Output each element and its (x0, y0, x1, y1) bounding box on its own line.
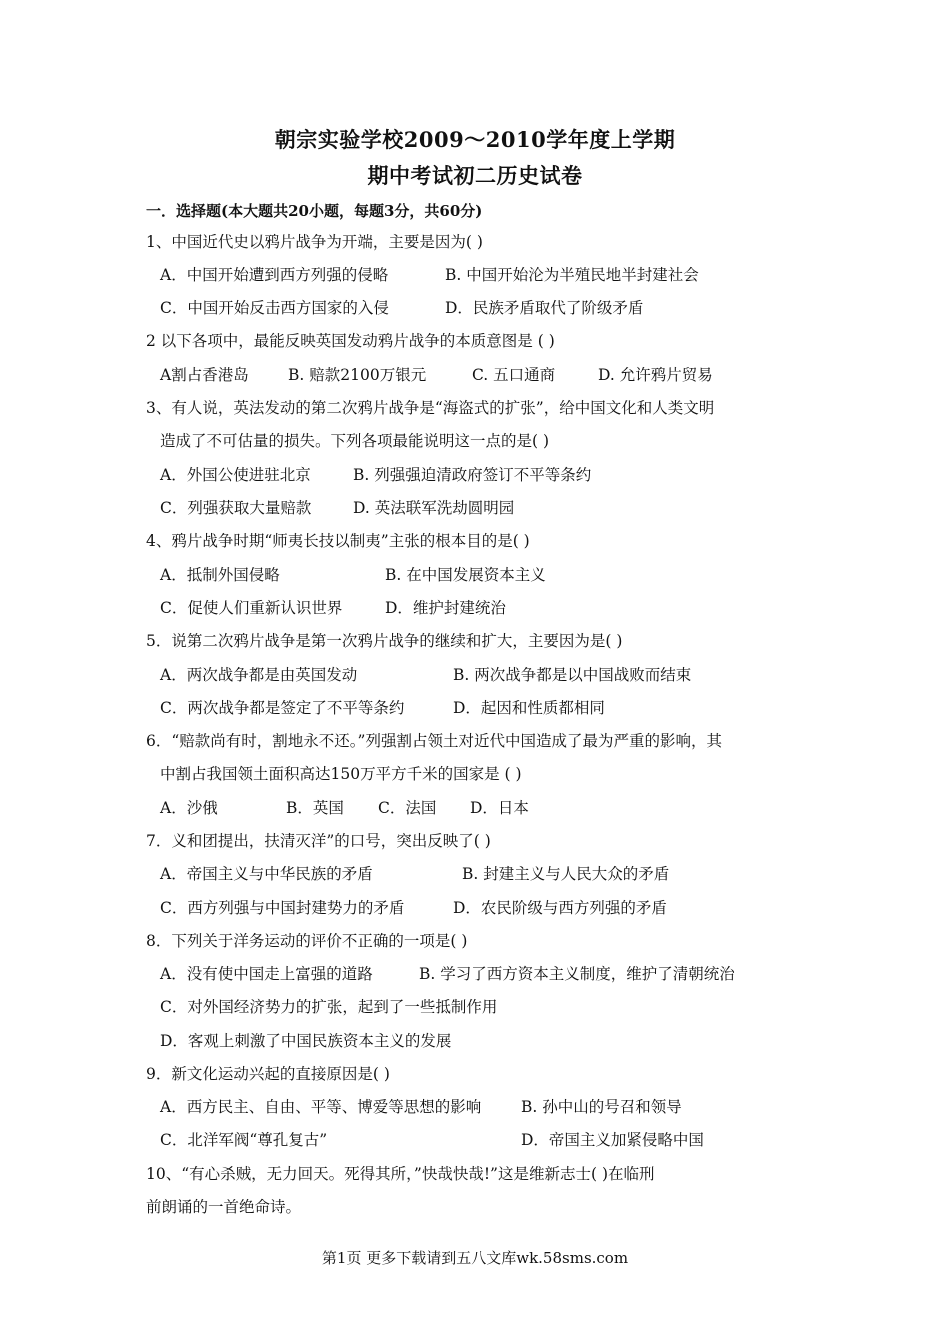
question-6-option-c: C．法国 (378, 799, 437, 817)
question-5-option-d: D．起因和性质都相同 (453, 699, 605, 717)
question-6-option-b: B．英国 (286, 799, 344, 817)
section-heading: 一．选择题(本大题共20小题，每题3分，共60分) (146, 202, 483, 220)
question-7-stem: 7．义和团提出，扶清灭洋”的口号，突出反映了( ) (146, 832, 491, 850)
question-3-option-a: A．外国公使进驻北京 (160, 466, 311, 484)
question-4-option-a: A．抵制外国侵略 (160, 566, 280, 584)
question-1-option-c: C．中国开始反击西方国家的入侵 (160, 299, 389, 317)
question-8-option-c: C．对外国经济势力的扩张，起到了一些抵制作用 (160, 998, 498, 1016)
question-9-option-b: B. 孙中山的号召和领导 (521, 1098, 682, 1116)
question-3-stem-line-2: 造成了不可估量的损失。下列各项最能说明这一点的是( ) (160, 432, 550, 450)
question-9-option-a: A．西方民主、自由、平等、博爱等思想的影响 (160, 1098, 482, 1116)
exam-title-line-2: 期中考试初二历史试卷 (367, 163, 583, 188)
question-10-stem-line-2: 前朗诵的一首绝命诗。 (146, 1198, 302, 1216)
question-1-option-a: A．中国开始遭到西方列强的侵略 (160, 266, 389, 284)
question-2-option-d: D. 允许鸦片贸易 (598, 366, 713, 384)
question-9-option-c: C．北洋军阀“尊孔复古” (160, 1131, 328, 1149)
question-10-stem-line-1: 10、“有心杀贼，无力回天。死得其所，”快哉快哉!”这是维新志士( )在临刑 (146, 1165, 655, 1183)
exam-title-line-1: 朝宗实验学校2009～2010学年度上学期 (274, 127, 676, 152)
question-4-option-d: D．维护封建统治 (385, 599, 506, 617)
question-6-stem-line-2: 中割占我国领土面积高达150万平方千米的国家是 ( ) (160, 765, 522, 783)
question-2-stem: 2 以下各项中，最能反映英国发动鸦片战争的本质意图是 ( ) (146, 332, 555, 350)
question-9-option-d: D．帝国主义加紧侵略中国 (521, 1131, 704, 1149)
question-8-option-d: D．客观上刺激了中国民族资本主义的发展 (160, 1032, 452, 1050)
question-3-option-b: B. 列强强迫清政府签订不平等条约 (353, 466, 592, 484)
question-5-option-c: C．两次战争都是签定了不平等条约 (160, 699, 405, 717)
question-7-option-d: D．农民阶级与西方列强的矛盾 (453, 899, 667, 917)
question-4-option-c: C．促使人们重新认识世界 (160, 599, 343, 617)
question-7-option-a: A．帝国主义与中华民族的矛盾 (160, 865, 373, 883)
question-7-option-c: C．西方列强与中国封建势力的矛盾 (160, 899, 405, 917)
question-4-option-b: B. 在中国发展资本主义 (385, 566, 546, 584)
question-4-stem: 4、鸦片战争时期“师夷长技以制夷”主张的根本目的是( ) (146, 532, 530, 550)
question-1-option-b: B. 中国开始沦为半殖民地半封建社会 (445, 266, 699, 284)
question-9-stem: 9．新文化运动兴起的直接原因是( ) (146, 1065, 390, 1083)
question-6-option-a: A．沙俄 (160, 799, 218, 817)
question-3-option-d: D. 英法联军洗劫圆明园 (353, 499, 515, 517)
question-8-option-a: A．没有使中国走上富强的道路 (160, 965, 373, 983)
question-8-option-b: B. 学习了西方资本主义制度，维护了清朝统治 (419, 965, 735, 983)
question-2-option-b: B. 赔款2100万银元 (288, 366, 427, 384)
question-3-option-c: C．列强获取大量赔款 (160, 499, 312, 517)
question-1-stem: 1、中国近代史以鸦片战争为开端，主要是因为( ) (146, 233, 483, 251)
page-footer: 第1页 更多下载请到五八文库wk.58sms.com (321, 1249, 629, 1267)
question-7-option-b: B. 封建主义与人民大众的矛盾 (462, 865, 670, 883)
question-5-option-a: A．两次战争都是由英国发动 (160, 666, 358, 684)
question-6-option-d: D．日本 (470, 799, 529, 817)
question-1-option-d: D．民族矛盾取代了阶级矛盾 (445, 299, 644, 317)
question-3-stem-line-1: 3、有人说，英法发动的第二次鸦片战争是“海盗式的扩张”，给中国文化和人类文明 (146, 399, 715, 417)
question-8-stem: 8．下列关于洋务运动的评价不正确的一项是( ) (146, 932, 468, 950)
question-2-option-a: A割占香港岛 (160, 366, 249, 384)
question-2-option-c: C. 五口通商 (472, 366, 556, 384)
question-5-option-b: B. 两次战争都是以中国战败而结束 (453, 666, 692, 684)
question-5-stem: 5．说第二次鸦片战争是第一次鸦片战争的继续和扩大，主要因为是( ) (146, 632, 623, 650)
question-6-stem-line-1: 6．“赔款尚有时，割地永不还。”列强割占领土对近代中国造成了最为严重的影响，其 (146, 732, 722, 750)
